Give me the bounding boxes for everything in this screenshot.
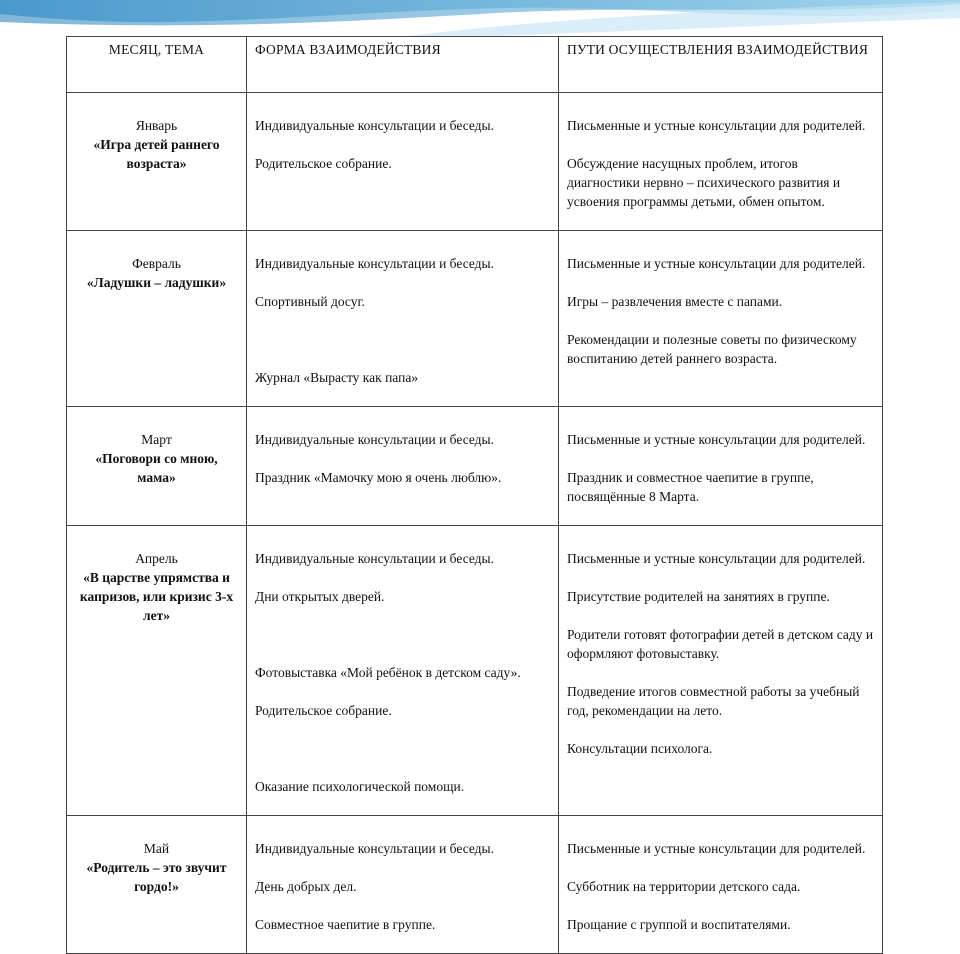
ways-cell [559,231,883,407]
forms-cell [247,816,559,954]
form-item: Спортивный досуг. [255,294,365,309]
table-row [67,93,883,231]
form-item: Родительское собрание. [255,156,392,171]
way-item: Письменные и устные консультации для родителей. [567,841,866,856]
form-item: Совместное чаепитие в группе. [255,917,436,932]
table-row [67,231,883,407]
form-item: Индивидуальные консультации и беседы. [255,118,494,133]
form-item: Фотовыставка «Мой ребёнок в детском саду». [255,665,521,680]
ways-cell [559,816,883,954]
forms-cell [247,407,559,526]
ways-cell [559,93,883,231]
form-item: Индивидуальные консультации и беседы. [255,841,494,856]
form-item: Оказание психологической помощи. [255,779,465,794]
interaction-plan-table [66,36,883,954]
way-item: Субботник на территории детского сада. [567,879,801,894]
month-name: Май [143,841,170,856]
month-theme: «Поговори со мною, мама» [95,451,218,485]
way-item: Присутствие родителей на занятиях в группе. [567,589,830,604]
form-item: Индивидуальные консультации и беседы. [255,256,494,271]
form-item: Дни открытых дверей. [255,589,385,604]
header-ways: ПУТИ ОСУЩЕСТВЛЕНИЯ ВЗАИМОДЕЙСТВИЯ [559,37,883,93]
header-form: ФОРМА ВЗАИМОДЕЙСТВИЯ [247,37,559,93]
way-item: Письменные и устные консультации для родителей. [567,118,866,133]
month-cell [67,816,247,954]
way-item: Обсуждение насущных проблем, итогов диагностики нервно – психического развития и усвоения программы детьми, обмен опытом. [567,156,841,209]
table-row [67,526,883,816]
table-row [67,407,883,526]
way-item: Рекомендации и полезные советы по физическому воспитанию детей раннего возраста. [567,332,857,366]
form-item [255,625,550,644]
way-item: Игры – развлечения вместе с папами. [567,294,783,309]
month-name: Март [141,432,172,447]
month-name: Февраль [132,256,181,271]
forms-cell [247,93,559,231]
month-cell [67,407,247,526]
way-item: Подведение итогов совместной работы за учебный год, рекомендации на лето. [567,684,860,718]
month-cell [67,526,247,816]
header-month-theme: МЕСЯЦ, ТЕМА [67,37,247,93]
form-item [255,330,550,349]
table-header-row [67,37,883,93]
way-item: Прощание с группой и воспитателями. [567,917,791,932]
forms-cell [247,526,559,816]
way-item: Родители готовят фотографии детей в детском саду и оформляют фотовыставку. [567,627,874,661]
month-theme: «Игра детей раннего возраста» [93,137,220,171]
way-item: Письменные и устные консультации для родителей. [567,432,866,447]
month-name: Январь [135,118,178,133]
month-theme: «Родитель – это звучит гордо!» [86,860,227,894]
month-theme: «В царстве упрямства и капризов, или кризис 3-х лет» [79,570,234,623]
way-item: Письменные и устные консультации для родителей. [567,256,866,271]
way-item: Консультации психолога. [567,741,713,756]
form-item: Индивидуальные консультации и беседы. [255,432,494,447]
month-name: Апрель [135,551,178,566]
table-row [67,816,883,954]
form-item: День добрых дел. [255,879,357,894]
form-item [255,739,550,758]
way-item: Праздник и совместное чаепитие в группе, посвящённые 8 Марта. [567,470,814,504]
way-item: Письменные и устные консультации для родителей. [567,551,866,566]
form-item: Журнал «Вырасту как папа» [255,370,419,385]
form-item: Индивидуальные консультации и беседы. [255,551,494,566]
ways-cell [559,526,883,816]
month-theme: «Ладушки – ладушки» [86,275,227,290]
month-cell [67,231,247,407]
ways-cell [559,407,883,526]
forms-cell [247,231,559,407]
form-item: Родительское собрание. [255,703,392,718]
month-cell [67,93,247,231]
form-item: Праздник «Мамочку мою я очень люблю». [255,470,502,485]
